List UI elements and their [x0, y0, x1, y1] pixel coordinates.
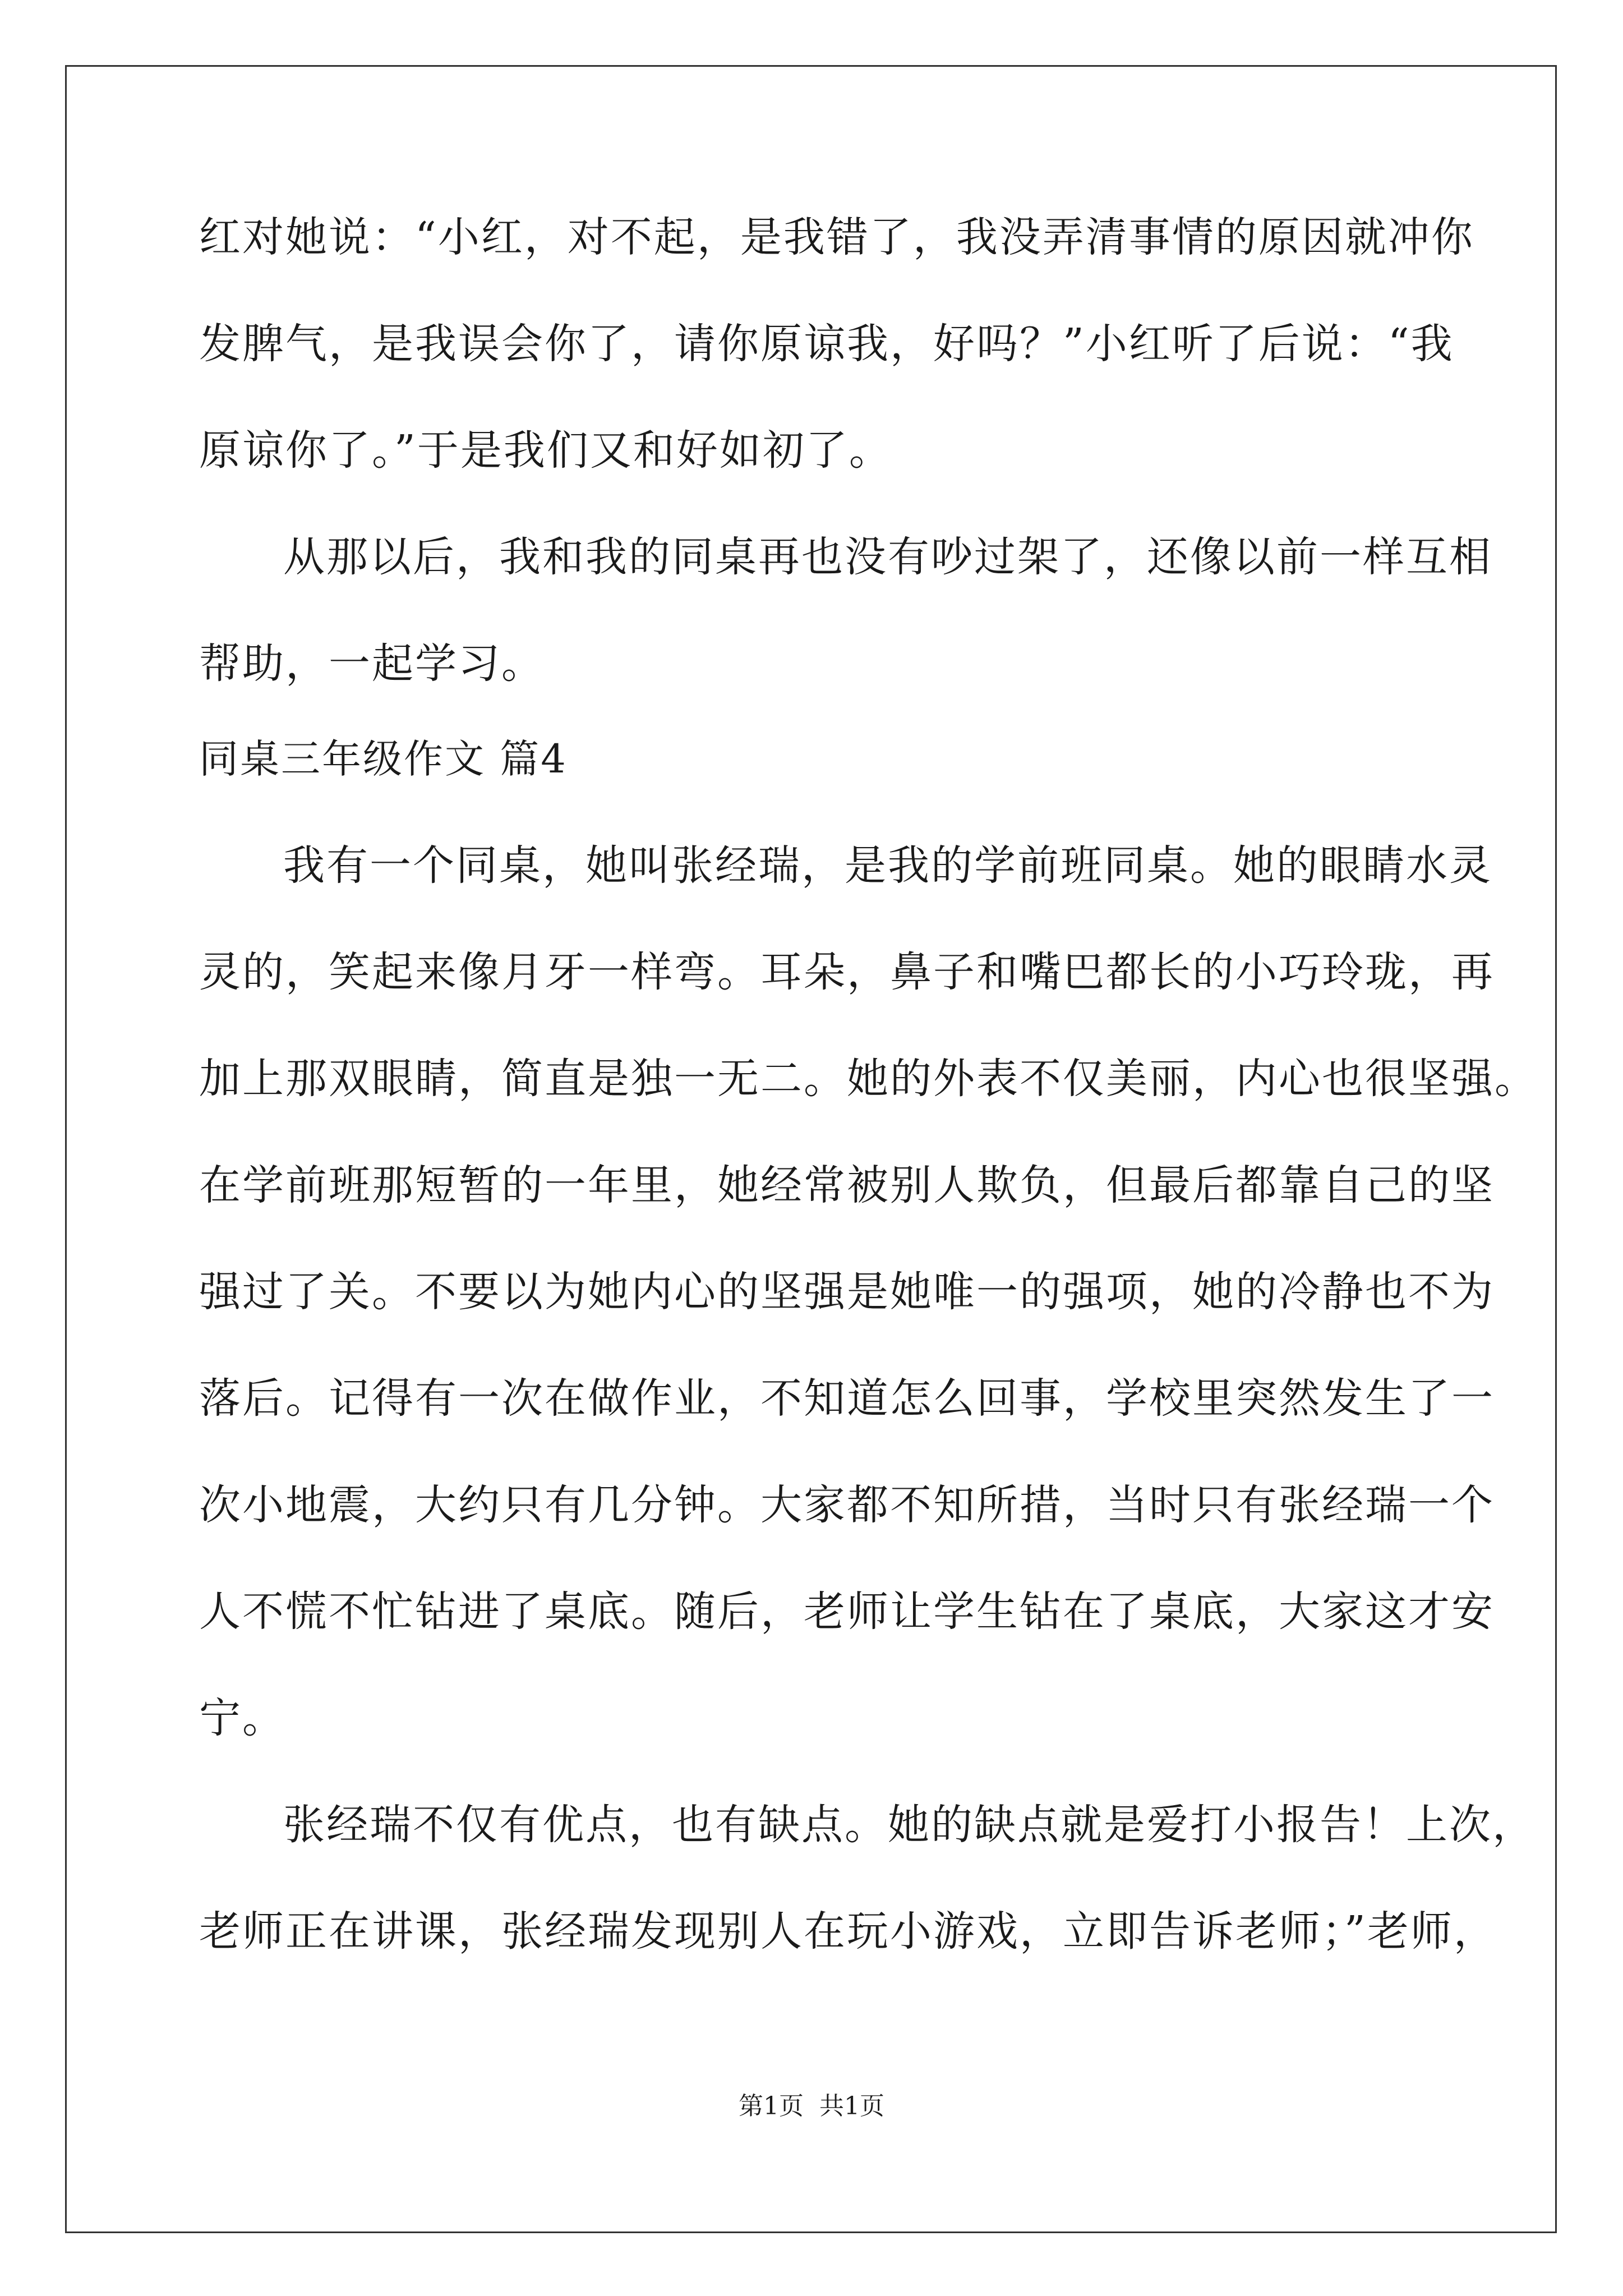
- paragraph-line: 强过了关。不要以为她内心的坚强是她唯一的强项，她的冷静也不为: [199, 1268, 1495, 1316]
- paragraph-line: 帮助，一起学习。: [199, 639, 545, 688]
- paragraph-line: 加上那双眼睛，简直是独一无二。她的外表不仅美丽，内心也很坚强。: [199, 1055, 1538, 1103]
- page-footer: 第1页 共1页: [739, 2092, 884, 2120]
- paragraph-line: 次小地震，大约只有几分钟。大家都不知所措，当时只有张经瑞一个: [199, 1481, 1495, 1529]
- paragraph-line: 从那以后，我和我的同桌再也没有吵过架了，还像以前一样互相: [283, 533, 1492, 581]
- paragraph-line: 宁。: [199, 1694, 285, 1742]
- section-heading: 同桌三年级作文 篇4: [199, 736, 568, 782]
- paragraph-line: 落后。记得有一次在做作业，不知道怎么回事，学校里突然发生了一: [199, 1374, 1495, 1423]
- paragraph-line: 我有一个同桌，她叫张经瑞，是我的学前班同桌。她的眼睛水灵: [283, 841, 1492, 890]
- paragraph-line: 人不慌不忙钻进了桌底。随后，老师让学生钻在了桌底，大家这才安: [199, 1588, 1495, 1636]
- paragraph-line: 原谅你了。”于是我们又和好如初了。: [199, 426, 892, 475]
- paragraph-line: 发脾气，是我误会你了，请你原谅我，好吗？”小红听了后说：“我: [199, 320, 1454, 368]
- paragraph-line: 张经瑞不仅有优点，也有缺点。她的缺点就是爱打小报告！上次，: [283, 1801, 1536, 1849]
- paragraph-line: 在学前班那短暂的一年里，她经常被别人欺负，但最后都靠自己的坚: [199, 1161, 1495, 1209]
- paragraph-line: 灵的，笑起来像月牙一样弯。耳朵，鼻子和嘴巴都长的小巧玲珑，再: [199, 948, 1495, 996]
- paragraph-line: 红对她说：“小红，对不起，是我错了，我没弄清事情的原因就冲你: [199, 213, 1474, 261]
- paragraph-line: 老师正在讲课，张经瑞发现别人在玩小游戏，立即告诉老师；”老师，: [199, 1907, 1497, 1955]
